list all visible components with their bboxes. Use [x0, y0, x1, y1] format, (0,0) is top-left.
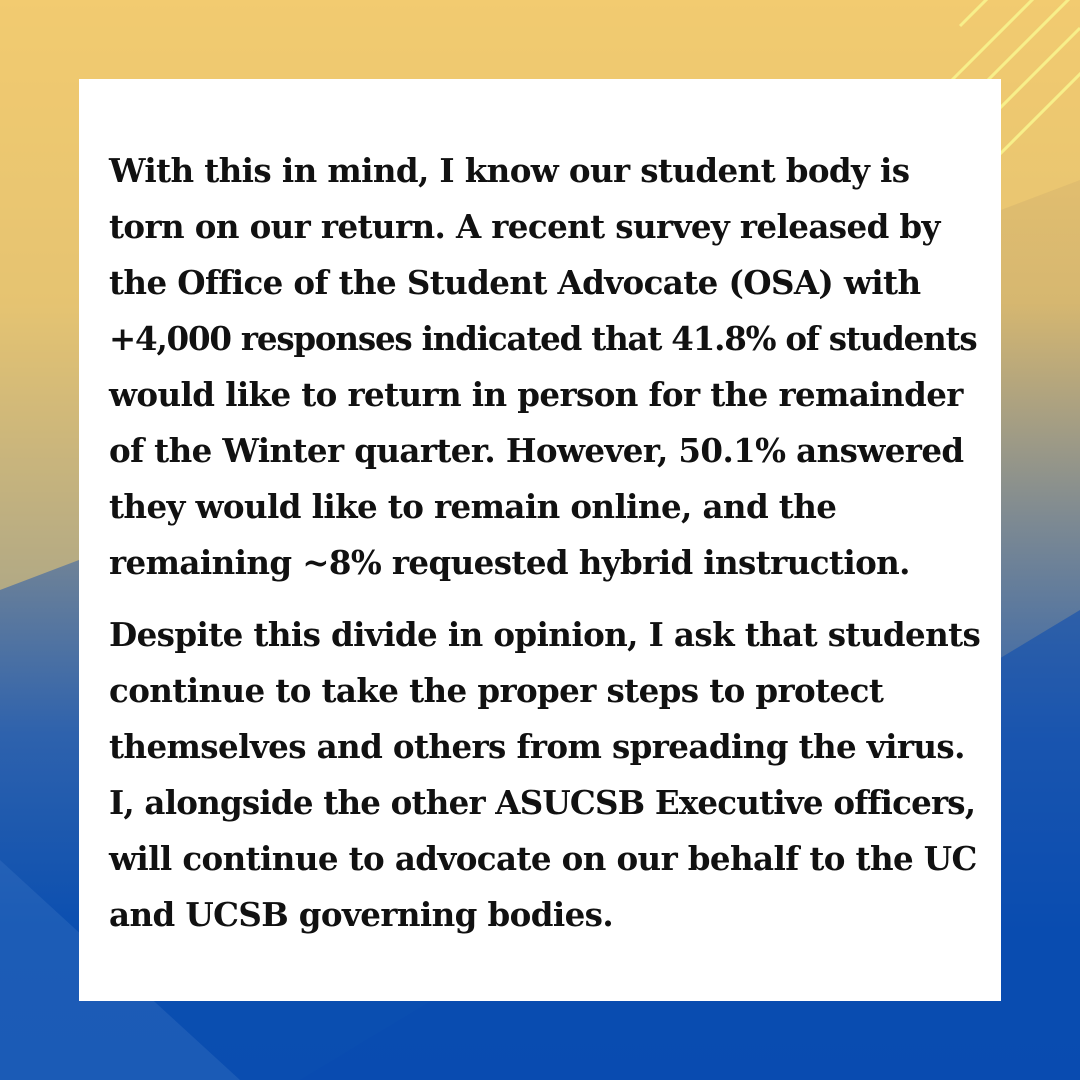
paragraph-line: will continue to advocate on our behalf to the UC	[109, 839, 977, 878]
paragraph-line: With this in mind, I know our student body is	[109, 151, 910, 190]
paragraph-survey	[109, 143, 981, 591]
text-card	[79, 79, 1001, 1001]
paragraph-line: they would like to remain online, and the	[109, 487, 837, 526]
paragraph-line: torn on our return. A recent survey released by	[109, 207, 940, 246]
paragraph-line: +4,000 responses indicated that 41.8% of students	[109, 319, 977, 358]
paragraph-line: would like to return in person for the remainder	[109, 375, 963, 414]
paragraph-line: remaining ~8% requested hybrid instruction.	[109, 543, 910, 582]
paragraph-line: continue to take the proper steps to protect	[109, 671, 884, 710]
paragraph-line: themselves and others from spreading the virus.	[109, 727, 965, 766]
paragraph-line: the Office of the Student Advocate (OSA) with	[109, 263, 921, 302]
paragraph-line: Despite this divide in opinion, I ask that students	[109, 615, 981, 654]
paragraph-line: I, alongside the other ASUCSB Executive officers,	[109, 783, 976, 822]
paragraph-line: of the Winter quarter. However, 50.1% answered	[109, 431, 964, 470]
paragraph-line: and UCSB governing bodies.	[109, 895, 614, 934]
paragraph-advocacy	[109, 607, 981, 943]
